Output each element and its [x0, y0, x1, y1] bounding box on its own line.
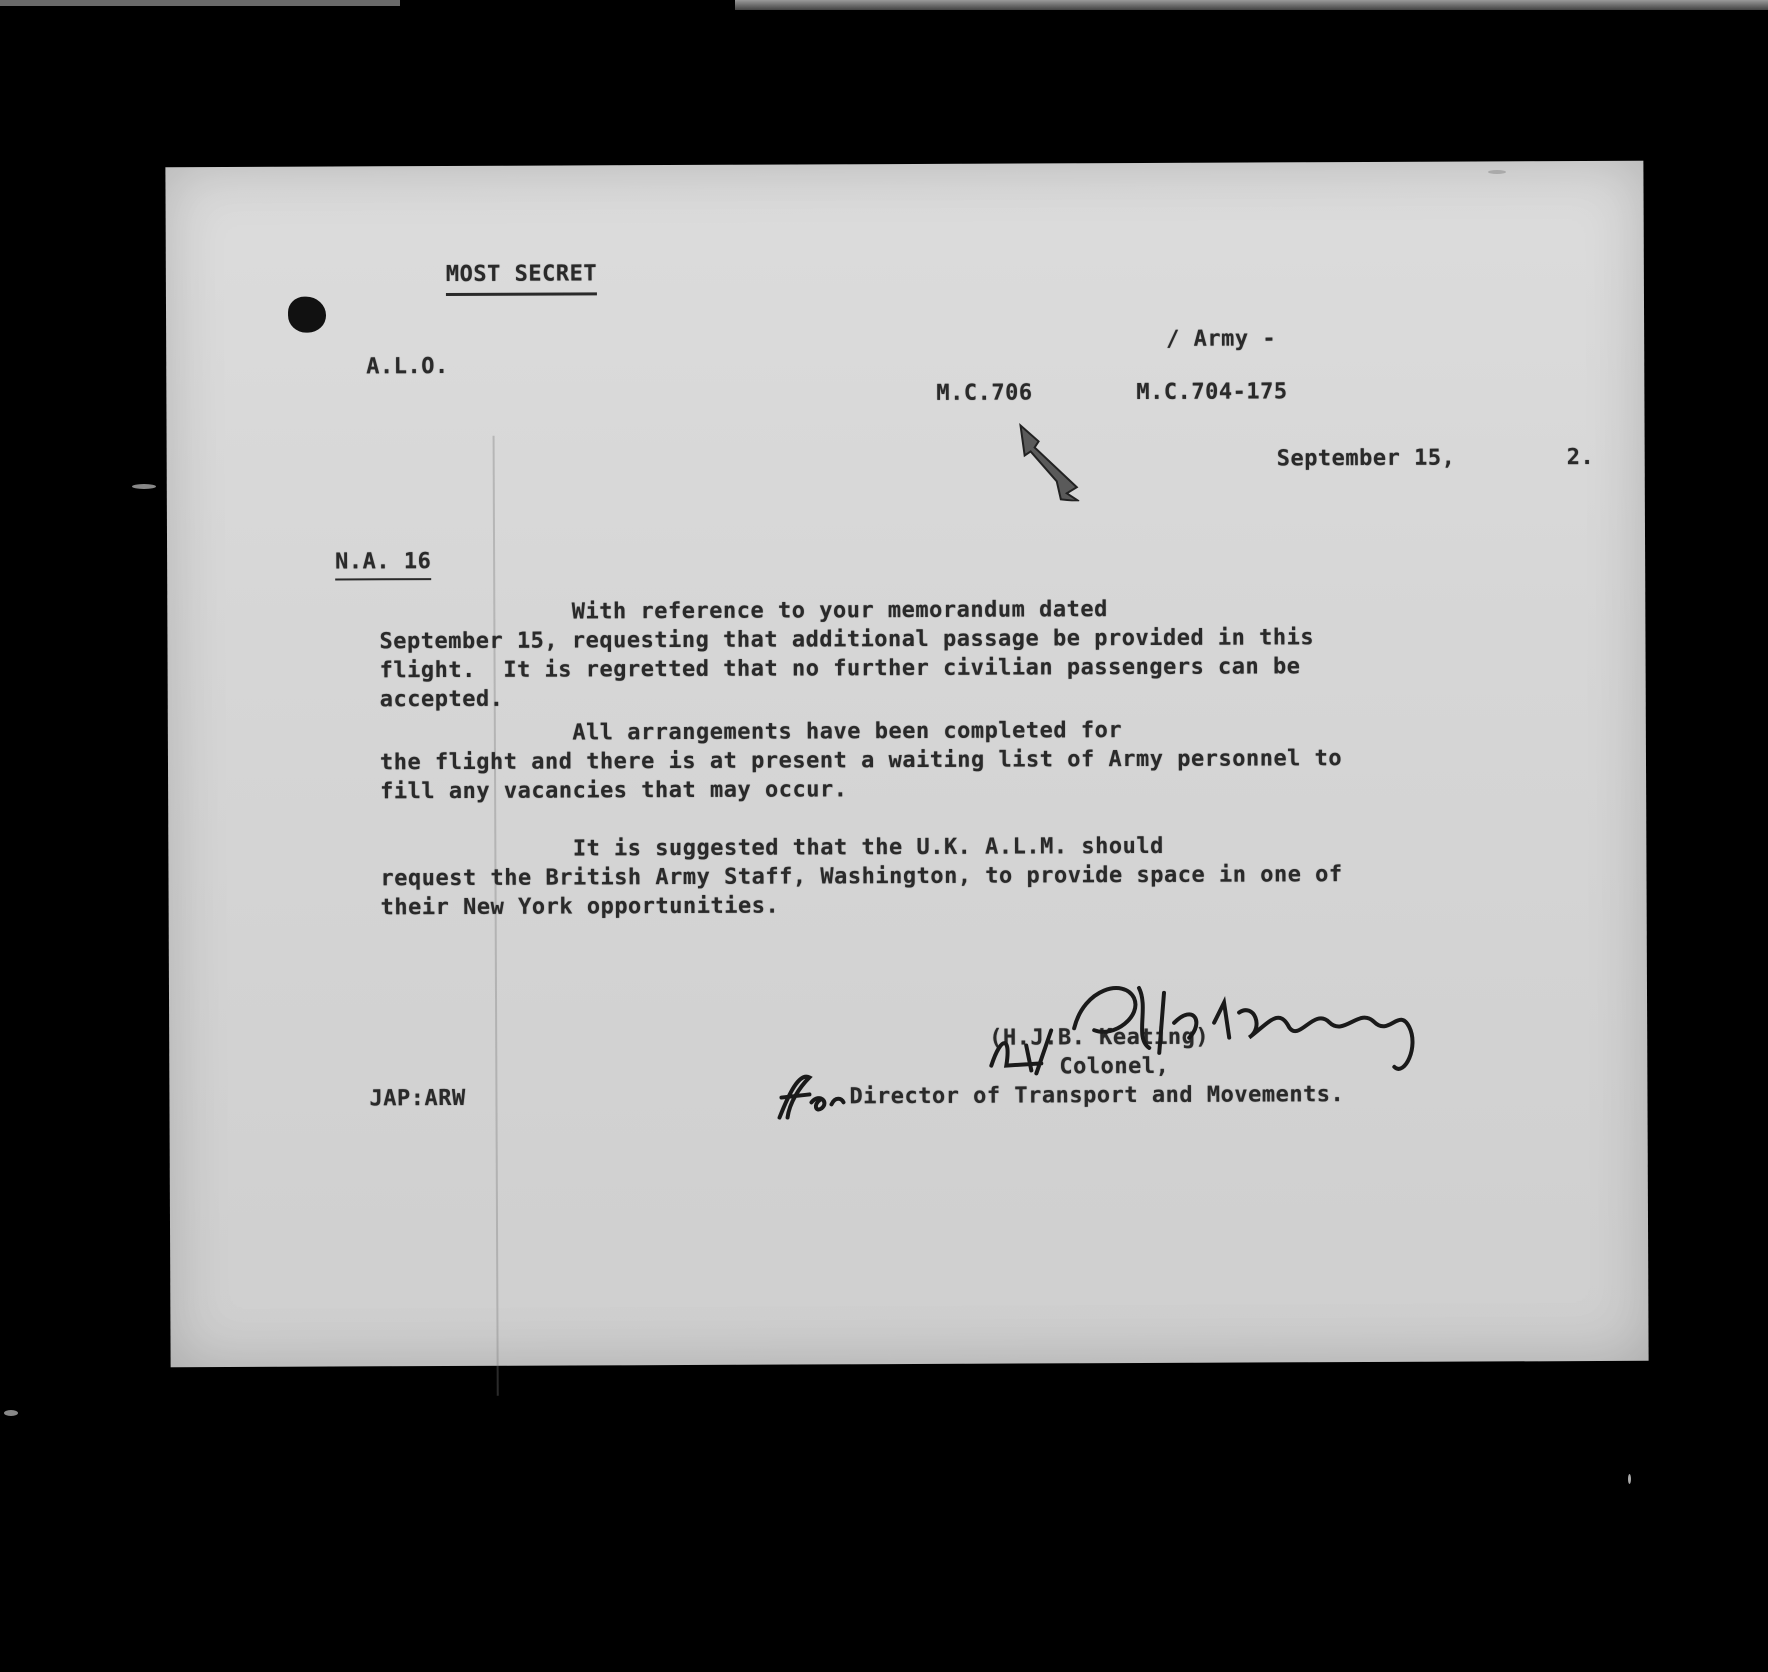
body-line-10: request the British Army Staff, Washington, to provide space in one of — [380, 862, 1343, 892]
addressee: A.L.O. — [366, 353, 449, 380]
film-edge-left — [0, 0, 400, 6]
body-line-4: accepted. — [379, 686, 504, 713]
body-line-9: It is suggested that the U.K. A.L.M. should — [380, 833, 1164, 863]
arrow-clip-icon — [1017, 421, 1087, 501]
typist-initials: JAP:ARW — [369, 1085, 466, 1112]
handwritten-lt-mark — [981, 1025, 1071, 1075]
film-edge-right — [735, 0, 1768, 10]
handwritten-for-mark — [769, 1062, 849, 1122]
film-speck — [132, 484, 156, 489]
file-number: N.A. 16 — [335, 547, 431, 580]
body-line-11: their New York opportunities. — [380, 893, 780, 921]
body-line-3: flight. It is regretted that no further civilian passengers can be — [379, 654, 1301, 684]
film-speck — [1488, 170, 1506, 174]
memo-year: 2. — [1566, 444, 1595, 471]
handwritten-signature — [1054, 966, 1495, 1088]
reference-706: M.C.706 — [936, 380, 1033, 406]
body-line-1: With reference to your memorandum dated — [379, 597, 1108, 626]
body-line-2: September 15, requesting that additional passage be provided in this — [379, 625, 1315, 655]
signatory-title: Director of Transport and Movements. — [849, 1082, 1345, 1110]
signatory-name: (H.J.B. Keating) — [989, 1024, 1210, 1051]
film-speck — [1628, 1474, 1631, 1484]
body-line-5: All arrangements have been completed for — [379, 718, 1123, 747]
reference-704: M.C.704-175 — [1136, 379, 1288, 405]
body-line-7: fill any vacancies that may occur. — [380, 777, 848, 805]
film-speck — [4, 1410, 18, 1416]
memo-date: September 15, — [1276, 445, 1456, 472]
memo-paper — [165, 161, 1648, 1367]
ink-blot — [288, 297, 326, 333]
body-line-6: the flight and there is at present a waiting list of Army personnel to — [379, 746, 1343, 776]
signatory-rank: Colonel, — [1059, 1053, 1170, 1080]
classification-heading: MOST SECRET — [446, 259, 597, 296]
department-line: / Army - — [1166, 326, 1277, 352]
